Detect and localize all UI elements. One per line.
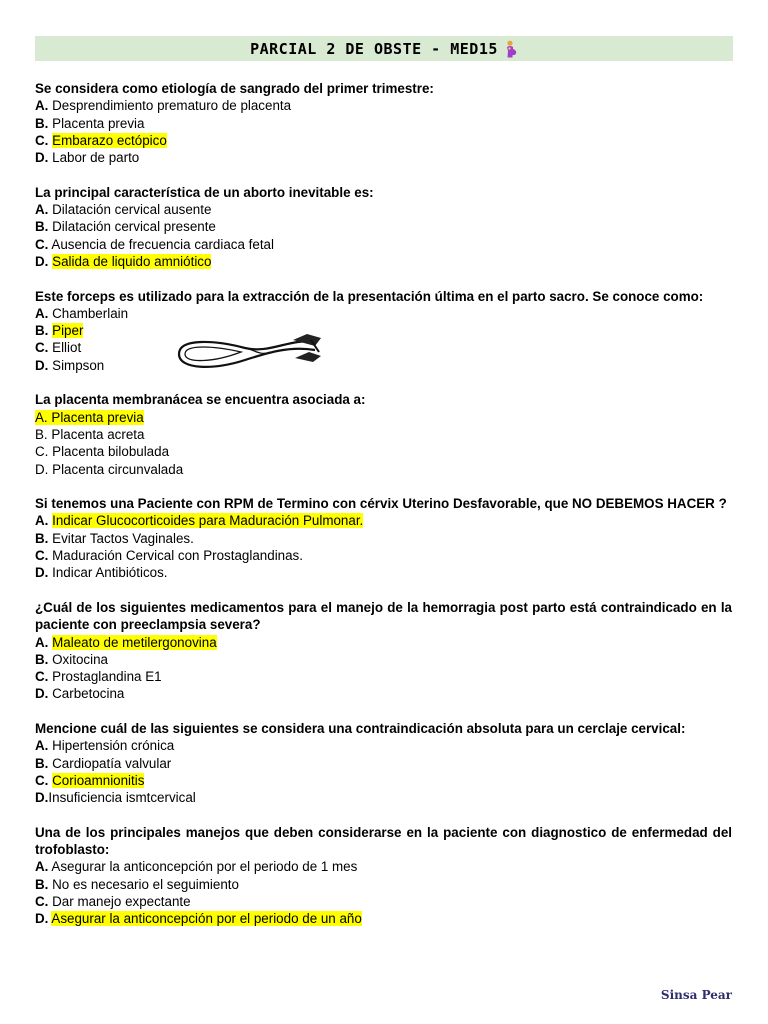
option-c: C. Ausencia de frecuencia cardiaca fetal — [35, 236, 274, 252]
option-b: B. Piper — [35, 323, 84, 339]
question-text: Mencione cuál de las siguientes se considera una contraindicación absoluta para un cerclaje cervical: — [35, 720, 686, 736]
option-c: C. Embarazo ectópico — [35, 132, 167, 148]
title-bar — [35, 36, 733, 61]
question-text: La placenta membranácea se encuentra asociada a: — [35, 392, 366, 408]
option-d: D. Salida de liquido amniótico — [35, 253, 212, 269]
question-6 — [35, 599, 732, 703]
correct-answer-highlight: Salida de liquido amniótico — [52, 253, 212, 269]
page-title: PARCIAL 2 DE OBSTE - MED15 — [250, 39, 498, 58]
option-c: C. Prostaglandina E1 — [35, 669, 162, 685]
option-c: C. Elliot — [35, 340, 82, 356]
question-8 — [35, 824, 732, 928]
question-text: La principal característica de un aborto inevitable es: — [35, 184, 374, 200]
option-a: A. Chamberlain — [35, 305, 129, 321]
correct-answer-highlight: Embarazo ectópico — [52, 132, 167, 148]
question-5 — [35, 495, 732, 581]
pregnant-woman-emoji — [504, 40, 518, 58]
option-d: D. Indicar Antibióticos. — [35, 565, 168, 581]
footer-signature: Sinsa Pear — [660, 988, 732, 1002]
option-a: A. Indicar Glucocorticoides para Maduración Pulmonar. — [35, 513, 364, 529]
option-c: C. Corioamnionitis — [35, 772, 145, 788]
option-b: B. Evitar Tactos Vaginales. — [35, 530, 194, 546]
question-2 — [35, 184, 732, 270]
question-text: Este forceps es utilizado para la extracción de la presentación última en el parto sacro. Se conoce como: — [35, 288, 704, 304]
option-a: A. Desprendimiento prematuro de placenta — [35, 98, 292, 114]
correct-answer-highlight: Piper — [52, 323, 84, 339]
question-1 — [35, 80, 732, 166]
option-b: B. Placenta previa — [35, 115, 145, 131]
correct-answer-highlight: Maleato de metilergonovina — [52, 634, 217, 650]
option-a: A. Dilatación cervical ausente — [35, 202, 212, 218]
question-4 — [35, 391, 732, 477]
question-7 — [35, 720, 732, 806]
option-b: B. Placenta acreta — [35, 426, 145, 442]
correct-answer-highlight: A. Placenta previa — [35, 409, 144, 425]
question-text: Una de los principales manejos que deben considerarse en la paciente con diagnostico de enfermedad del trofoblasto: — [35, 824, 732, 858]
question-text: ¿Cuál de los siguientes medicamentos para el manejo de la hemorragia post parto está contraindicado en la paciente con preeclampsia severa? — [35, 599, 732, 633]
option-d: D. Placenta circunvalada — [35, 461, 184, 477]
correct-answer-highlight: Indicar Glucocorticoides para Maduración Pulmonar. — [52, 513, 364, 529]
option-d: D. Asegurar la anticoncepción por el periodo de un año — [35, 911, 362, 927]
option-d: D. Labor de parto — [35, 150, 140, 166]
question-3 — [35, 288, 732, 374]
option-c: C. Maduración Cervical con Prostaglandinas. — [35, 548, 303, 564]
question-text: Se considera como etiología de sangrado del primer trimestre: — [35, 81, 434, 96]
option-b: B. Oxitocina — [35, 651, 108, 667]
question-list — [35, 80, 732, 945]
option-b: B. Dilatación cervical presente — [35, 219, 216, 235]
option-a: A. Maleato de metilergonovina — [35, 634, 217, 650]
option-b: B. Cardiopatía valvular — [35, 755, 172, 771]
question-text: Si tenemos una Paciente con RPM de Termino con cérvix Uterino Desfavorable, que NO DEBEMOS HACER ? — [35, 496, 727, 512]
piper-forceps-illustration — [175, 328, 325, 380]
option-c: C. Placenta bilobulada — [35, 444, 170, 460]
option-b: B. No es necesario el seguimiento — [35, 876, 239, 892]
option-d: D. Carbetocina — [35, 686, 125, 702]
option-d: D.Insuficiencia ismtcervical — [35, 790, 196, 806]
option-a — [35, 409, 732, 426]
option-c: C. Dar manejo expectante — [35, 893, 191, 909]
option-a: A. Hipertensión crónica — [35, 738, 175, 754]
option-d: D. Simpson — [35, 357, 105, 373]
option-a: A. Asegurar la anticoncepción por el periodo de 1 mes — [35, 859, 358, 875]
correct-answer-highlight: Asegurar la anticoncepción por el periodo de un año — [51, 911, 362, 927]
correct-answer-highlight: Corioamnionitis — [52, 772, 145, 788]
